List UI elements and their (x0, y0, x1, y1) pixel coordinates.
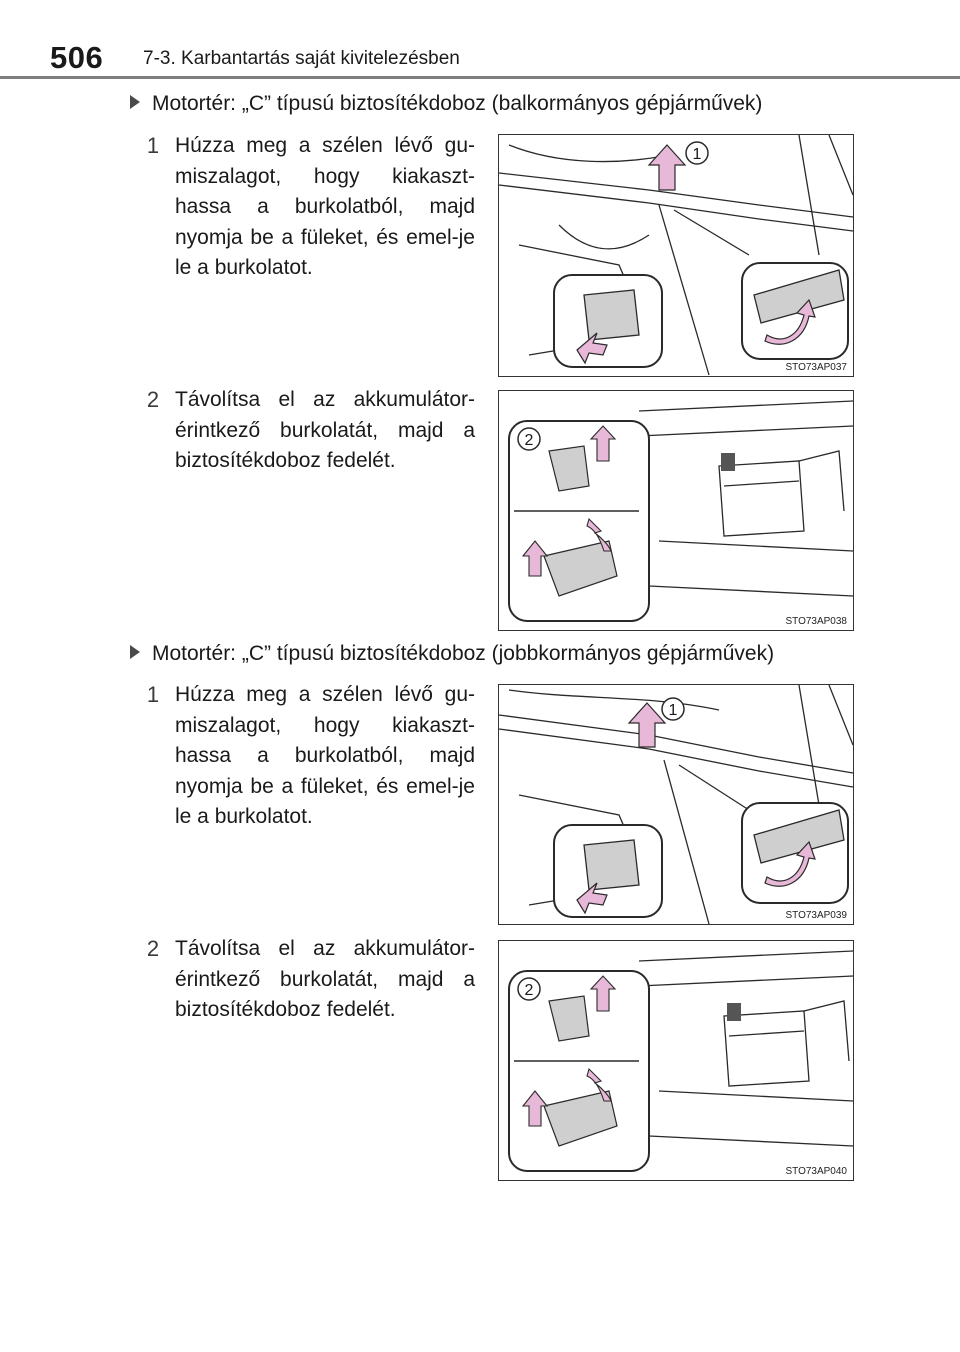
step-text: Húzza meg a szélen lévő gu-miszalagot, hogy kiakaszt-hassa a burkolatból, majd nyomja be a füleket, és emel-je le a burkolatot. (175, 683, 475, 828)
inset-left (554, 825, 662, 917)
figure-callout: 2 (524, 982, 534, 999)
step-text: Távolítsa el az akkumulátor-érintkező burkolatát, majd a biztosítékdoboz fedelét. (175, 388, 475, 472)
figure-battery-terminal-cover-lhd (498, 390, 854, 631)
engine-bay-illustration (499, 135, 853, 376)
inset-right (742, 803, 848, 903)
inset-left (554, 275, 662, 367)
figure-code: STO73AP037 (785, 362, 847, 373)
battery-illustration (499, 391, 853, 630)
bullet-triangle-icon (130, 645, 140, 659)
step-number: 1 (141, 683, 165, 707)
inset-right (742, 263, 848, 359)
engine-bay-illustration (499, 685, 853, 924)
section-heading-text: Motortér: „C” típusú biztosítékdoboz (balkormányos gépjárművek) (152, 92, 763, 115)
figure-engine-bay-cover-lhd (498, 134, 854, 377)
figure-callout: 1 (668, 702, 678, 719)
step-number: 1 (141, 134, 165, 158)
page-header (0, 0, 960, 78)
inset-detail (509, 421, 649, 621)
figure-code: STO73AP038 (785, 616, 847, 627)
step-text: Húzza meg a szélen lévő gu-miszalagot, hogy kiakaszt-hassa a burkolatból, majd nyomja be a füleket, és emel-je le a burkolatot. (175, 134, 475, 279)
bullet-triangle-icon (130, 95, 140, 109)
step-text: Távolítsa el az akkumulátor-érintkező burkolatát, majd a biztosítékdoboz fedelét. (175, 937, 475, 1021)
figure-code: STO73AP039 (785, 910, 847, 921)
battery-illustration (499, 941, 853, 1180)
figure-code: STO73AP040 (785, 1166, 847, 1177)
figure-engine-bay-cover-rhd (498, 684, 854, 925)
section-heading-lhd (130, 92, 762, 116)
section-title: 7-3. Karbantartás saját kivitelezésben (143, 48, 460, 69)
section-heading-rhd (130, 642, 774, 666)
figure-callout: 1 (692, 146, 702, 163)
header-rule (0, 76, 960, 79)
step-number: 2 (141, 937, 165, 961)
step-number: 2 (141, 388, 165, 412)
section-heading-text: Motortér: „C” típusú biztosítékdoboz (jobbkormányos gépjárművek) (152, 642, 775, 665)
figure-battery-terminal-cover-rhd (498, 940, 854, 1181)
page-number: 506 (50, 40, 104, 75)
inset-detail (509, 971, 649, 1171)
figure-callout: 2 (524, 432, 534, 449)
